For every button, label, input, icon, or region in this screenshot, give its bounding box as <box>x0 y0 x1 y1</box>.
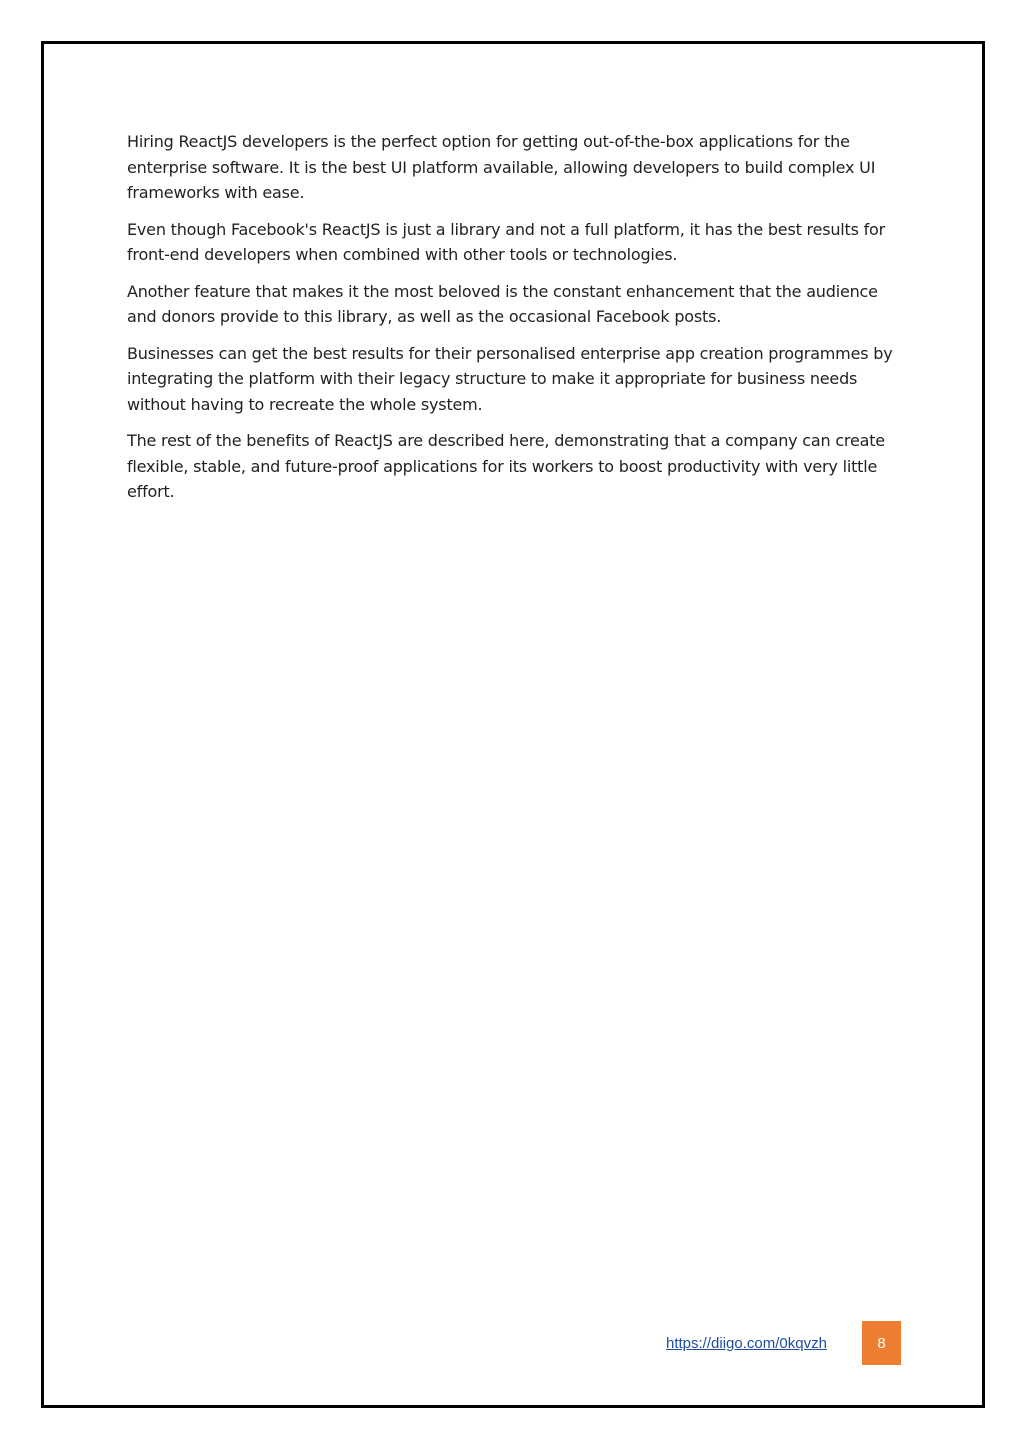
paragraph-1: Hiring ReactJS developers is the perfect option for getting out-of-the-box applications for the enterprise software. It is the best UI platform available, allowing developers to build complex UI frameworks with ease. <box>127 132 876 202</box>
footer-link[interactable]: https://diigo.com/0kqvzh <box>666 1335 827 1352</box>
paragraph-5: The rest of the benefits of ReactJS are described here, demonstrating that a company can create flexible, stable, and future-proof applications for its workers to boost productivity with very little effort. <box>127 431 885 501</box>
paragraph-2: Even though Facebook's ReactJS is just a library and not a full platform, it has the best results for front-end developers when combined with other tools or technologies. <box>127 219 886 264</box>
page-frame <box>41 41 985 1408</box>
paragraph-3: Another feature that makes it the most beloved is the constant enhancement that the audience and donors provide to this library, as well as the occasional Facebook posts. <box>127 281 878 326</box>
page-number-badge: 8 <box>862 1321 901 1365</box>
paragraph-4: Businesses can get the best results for their personalised enterprise app creation programmes by integrating the platform with their legacy structure to make it appropriate for business needs without having to recreate the whole system. <box>127 343 893 414</box>
document-body <box>127 129 897 516</box>
